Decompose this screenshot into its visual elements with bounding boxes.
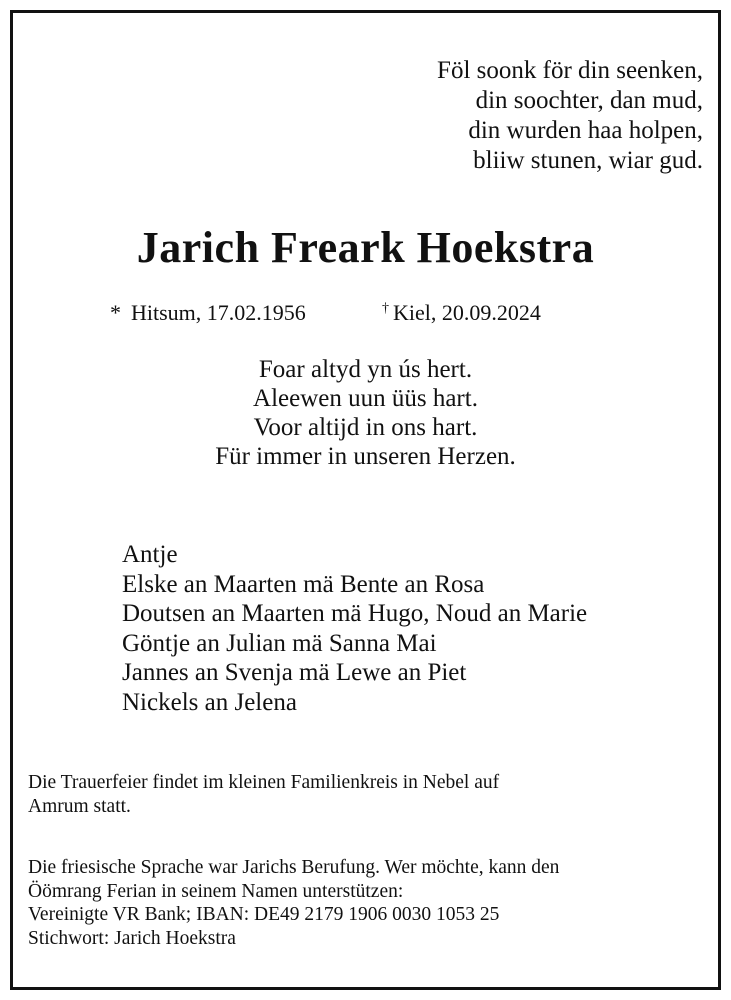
verse-line: Aleewen uun üüs hart. [253, 385, 478, 412]
notice-line: Die Trauerfeier findet im kleinen Familienkreis in Nebel auf [28, 772, 500, 793]
opening-verse [437, 56, 703, 176]
birth-date: Hitsum, 17.02.1956 [131, 300, 306, 325]
verse-line: Foar altyd yn ús hert. [258, 356, 473, 383]
death-symbol: † [382, 301, 389, 316]
verse-line: Für immer in unseren Herzen. [215, 443, 516, 470]
family-line: Nickels an Jelena [122, 688, 297, 716]
life-dates [110, 300, 541, 326]
family-line: Elske an Maarten mä Bente an Rosa [122, 570, 485, 598]
family-line: Jannes an Svenja mä Lewe an Piet [122, 659, 467, 686]
death-info [382, 300, 541, 326]
donation-line: Die friesische Sprache war Jarichs Berufung. Wer möchte, kann den [28, 857, 560, 878]
family-list [122, 540, 587, 717]
verse-line: bliiw stunen, wiar gud. [473, 147, 703, 174]
memorial-verse [0, 355, 731, 471]
family-line: Doutsen an Maarten mä Hugo, Noud an Marie [122, 600, 588, 627]
death-date: Kiel, 20.09.2024 [393, 300, 541, 325]
family-line: Göntje an Julian mä Sanna Mai [122, 629, 437, 657]
deceased-name: Jarich Freark Hoekstra [136, 223, 595, 272]
family-line: Antje [122, 541, 178, 568]
verse-line: Föl soonk för din seenken, [437, 57, 703, 84]
notice-line: Amrum statt. [28, 795, 131, 817]
funeral-notice [28, 771, 499, 818]
donation-line: Vereinigte VR Bank; IBAN: DE49 2179 1906 0030 1053 25 [28, 904, 500, 925]
donation-line: Öömrang Ferian in seinem Namen unterstützen: [28, 880, 404, 902]
donation-line: Stichwort: Jarich Hoekstra [28, 927, 236, 949]
verse-line: din soochter, dan mud, [475, 87, 703, 114]
birth-symbol: * [110, 300, 121, 325]
verse-line: Voor altijd in ons hart. [253, 414, 478, 441]
donation-notice [28, 856, 559, 950]
verse-line: din wurden haa holpen, [468, 117, 703, 144]
